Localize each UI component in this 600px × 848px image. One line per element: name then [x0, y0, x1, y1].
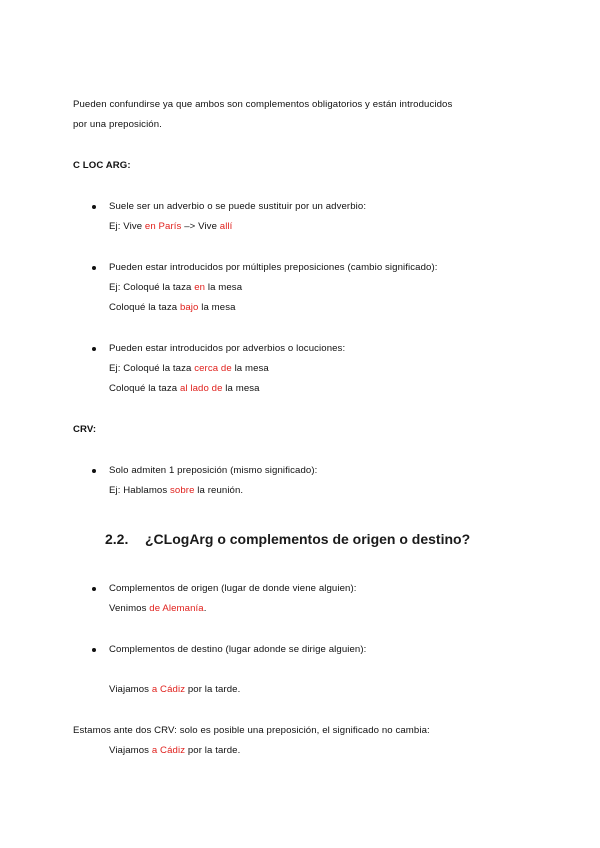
origen-text: Complementos de origen (lugar de donde viene alguien):	[109, 583, 357, 594]
intro-line-2: por una preposición.	[73, 119, 162, 130]
section-number: 2.2.	[105, 531, 129, 547]
conclusion-text: Estamos ante dos CRV: solo es posible una preposición, el significado no cambia:	[73, 725, 430, 736]
example-text: –> Vive	[181, 221, 220, 232]
crv-item-text: Solo admiten 1 preposición (mismo significado):	[109, 465, 318, 476]
origen-example	[109, 603, 206, 615]
example-text: Viajamos	[109, 745, 152, 756]
example-text: la mesa	[231, 363, 269, 374]
section-heading	[105, 530, 470, 548]
highlight-text: a Cádiz	[151, 684, 186, 695]
bullet-icon	[92, 469, 96, 473]
example-text: Ej: Coloqué la taza	[109, 363, 195, 374]
crv-heading: CRV:	[73, 424, 97, 435]
intro-line-1: Pueden confundirse ya que ambos son complementos obligatorios y están introducidos	[73, 99, 453, 110]
example-text: por la tarde.	[185, 745, 241, 756]
clocarg-item-3-text: Pueden estar introducidos por adverbios o locuciones:	[109, 343, 346, 354]
highlight-text: de Alemanía	[149, 603, 204, 614]
example-text: Viajamos	[109, 684, 152, 695]
bullet-icon	[92, 648, 96, 652]
example-text: la reunión.	[194, 485, 244, 496]
bullet-icon	[92, 205, 96, 209]
clocarg-item-3-example-2	[109, 383, 260, 395]
clocarg-item-2-example-2	[109, 302, 236, 314]
example-text: por la tarde.	[185, 684, 241, 695]
highlight-text: allí	[219, 221, 233, 232]
highlight-text: en París	[144, 221, 182, 232]
section-title: ¿CLogArg o complementos de origen o destino?	[145, 531, 471, 547]
example-text: .	[203, 603, 207, 614]
clocarg-item-2-example-1	[109, 282, 242, 294]
clocarg-item-2-text: Pueden estar introducidos por múltiples preposiciones (cambio significado):	[109, 262, 438, 273]
highlight-text: al lado de	[179, 383, 223, 394]
bullet-icon	[92, 347, 96, 351]
conclusion-example	[109, 745, 240, 757]
clocarg-item-1-example	[109, 221, 232, 233]
highlight-text: bajo	[179, 302, 199, 313]
clocarg-heading: C LOC ARG:	[73, 160, 131, 171]
bullet-icon	[92, 266, 96, 270]
destino-text: Complementos de destino (lugar adonde se dirige alguien):	[109, 644, 367, 655]
crv-item-example	[109, 485, 243, 497]
clocarg-item-3-example-1	[109, 363, 269, 375]
clocarg-item-1-text: Suele ser un adverbio o se puede sustituir por un adverbio:	[109, 201, 367, 212]
highlight-text: a Cádiz	[151, 745, 186, 756]
example-text: Venimos	[109, 603, 150, 614]
example-text: la mesa	[205, 282, 243, 293]
destino-example	[109, 684, 240, 696]
highlight-text: en	[194, 282, 206, 293]
example-text: Ej: Coloqué la taza	[109, 282, 195, 293]
example-text: la mesa	[222, 383, 260, 394]
example-text: la mesa	[198, 302, 236, 313]
highlight-text: sobre	[170, 485, 195, 496]
highlight-text: cerca de	[194, 363, 232, 374]
example-text: Coloqué la taza	[109, 302, 180, 313]
example-text: Coloqué la taza	[109, 383, 180, 394]
example-text: Ej: Hablamos	[109, 485, 171, 496]
example-text: Ej: Vive	[109, 221, 145, 232]
bullet-icon	[92, 587, 96, 591]
